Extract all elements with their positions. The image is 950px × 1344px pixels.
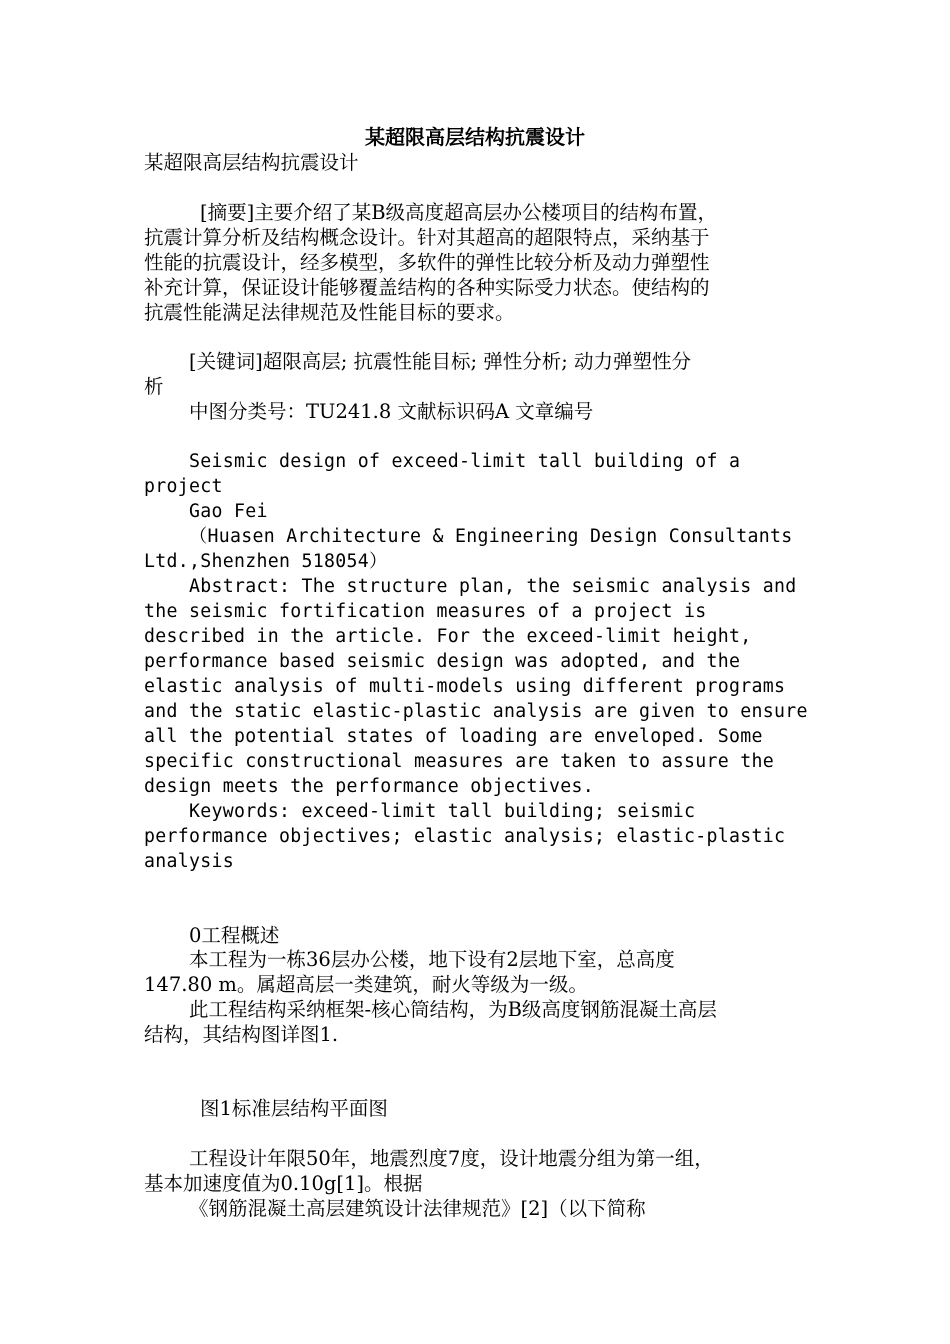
abstract-en-line: performance based seismic design was adopted, and the [144,651,741,672]
body-paragraph-line: 147.80 m。属超高层一类建筑，耐火等级为一级。 [144,973,588,996]
abstract-cn-line: 抗震性能满足法律规范及性能目标的要求。 [144,301,515,324]
english-title-line: project [144,476,223,497]
author-name: Gao Fei [189,501,268,522]
classification-line: 中图分类号：TU241.8 文献标识码A 文章编号 [189,400,594,423]
body-paragraph-line: 基本加速度值为0.10g[1]。根据 [144,1172,423,1195]
keywords-en-line: performance objectives; elastic analysis; elastic-plastic [144,826,786,847]
abstract-en-line: the seismic fortification measures of a project is [144,601,707,622]
abstract-en-line: specific constructional measures are taken to assure the [144,751,774,772]
body-paragraph-line: 结构，其结构图详图1. [144,1023,339,1046]
keywords-cn-line: 析 [144,375,164,398]
abstract-en-line: all the potential states of loading are enveloped. Some [144,726,763,747]
body-paragraph-line: 《钢筋混凝土高层建筑设计法律规范》[2]（以下简称 [189,1197,646,1220]
abstract-cn-line: 补充计算，保证设计能够覆盖结构的各种实际受力状态。使结构的 [144,276,710,299]
keywords-cn-line: [关键词]超限高层; 抗震性能目标; 弹性分析; 动力弹塑性分 [189,350,692,373]
keywords-en-line: analysis [144,851,234,872]
document-title: 某超限高层结构抗震设计 [365,125,585,149]
abstract-cn-line: 抗震计算分析及结构概念设计。针对其超高的超限特点，采纳基于 [144,226,710,249]
section-heading: 0工程概述 [189,924,280,947]
abstract-cn-line: [摘要]主要介绍了某B级高度超高层办公楼项目的结构布置， [200,201,718,224]
body-paragraph-line: 此工程结构采纳框架-核心筒结构，为B级高度钢筋混凝土高层 [189,998,717,1021]
abstract-en-line: described in the article. For the exceed-limit height, [144,626,752,647]
keywords-en-line: Keywords: exceed-limit tall building; seismic [189,801,696,822]
affiliation-line: （Huasen Architecture & Engineering Design Consultants [189,526,793,547]
body-paragraph-line: 本工程为一栋36层办公楼，地下设有2层地下室，总高度 [189,948,675,971]
figure-caption: 图1标准层结构平面图 [200,1097,388,1120]
abstract-cn-line: 性能的抗震设计，经多模型，多软件的弹性比较分析及动力弹塑性 [144,251,710,274]
affiliation-line: Ltd.,Shenzhen 518054） [144,551,388,572]
body-paragraph-line: 工程设计年限50年，地震烈度7度，设计地震分组为第一组， [189,1147,714,1170]
abstract-en-line: design meets the performance objectives. [144,776,594,797]
english-title-line: Seismic design of exceed-limit tall building of a [189,451,741,472]
abstract-en-line: elastic analysis of multi-models using different programs [144,676,786,697]
abstract-en-line: and the static elastic-plastic analysis are given to ensure [144,701,808,722]
document-subtitle: 某超限高层结构抗震设计 [144,151,359,174]
abstract-en-line: Abstract: The structure plan, the seismic analysis and [189,576,797,597]
